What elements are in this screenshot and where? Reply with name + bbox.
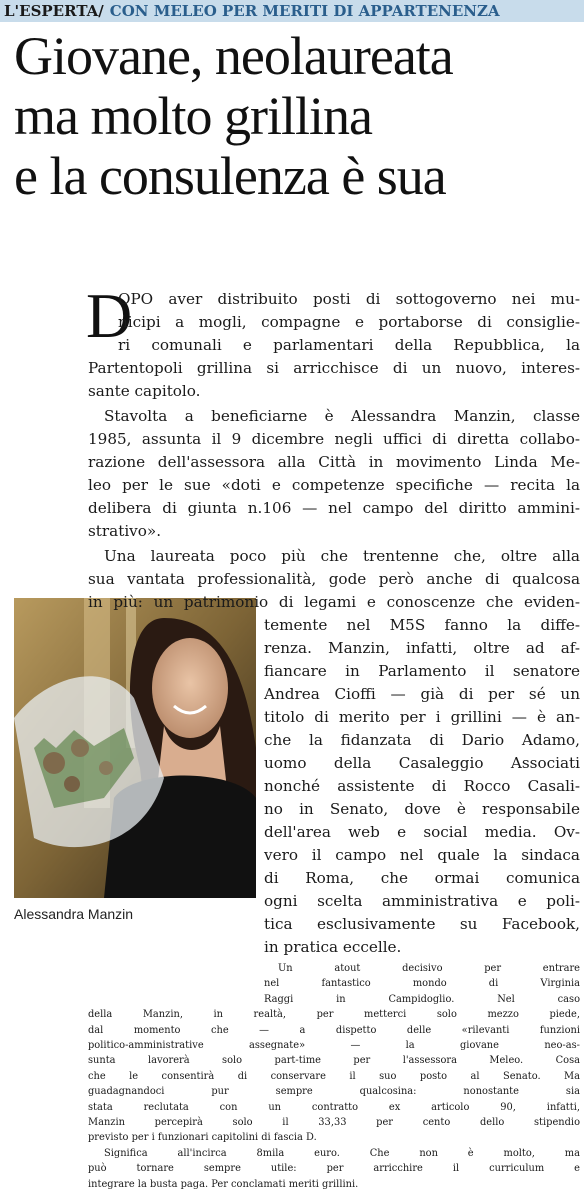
body-line: vero il campo nel quale la sindaca <box>264 846 580 864</box>
body-line: Significa all'incirca 8mila euro. Che non è molto, ma <box>104 1147 580 1159</box>
photo-caption: Alessandra Manzin <box>14 906 134 922</box>
body-line: 1985, assunta il 9 dicembre negli uffici di diretta collabo- <box>88 430 580 448</box>
section-kicker <box>0 0 584 22</box>
body-line: che le consentirà di conservare il suo posto al Senato. Ma <box>88 1070 580 1082</box>
body-line: Andrea Cioffi — già di per sé un <box>264 685 580 703</box>
body-line: che la fidanzata di Dario Adamo, <box>264 731 580 749</box>
body-line: fiancare in Parlamento il senatore <box>264 662 580 680</box>
body-line: nonché assistente di Rocco Casali- <box>264 777 580 795</box>
body-line: guadagnandoci pur sempre qualcosina: nonostante sia <box>88 1086 580 1098</box>
portrait-photo <box>14 598 256 898</box>
body-line: integrare la busta paga. Per conclamati meriti grillini. <box>88 1178 359 1190</box>
body-line: no in Senato, dove è responsabile <box>264 800 580 818</box>
body-line: politico-amministrative assegnate» — la giovane neo-as- <box>88 1040 580 1051</box>
portrait-image <box>14 598 256 898</box>
body-line: previsto per i funzionari capitolini di fascia D. <box>88 1132 317 1144</box>
body-line: ri comunali e parlamentari della Repubblica, la <box>118 336 580 354</box>
body-line: Raggi in Campidoglio. Nel caso <box>264 993 580 1005</box>
body-line: può tornare sempre utile: per arricchire il curriculum e <box>88 1163 580 1175</box>
body-line: sua vantata professionalità, gode però anche di qualcosa <box>88 570 580 588</box>
headline-line: e la consulenza è sua <box>14 146 446 206</box>
drop-cap: D <box>86 280 133 351</box>
body-line: uomo della Casaleggio Associati <box>264 754 580 772</box>
body-line: sunta lavorerà solo part-time per l'assessora Meleo. Cosa <box>88 1055 580 1067</box>
body-line: nel fantastico mondo di Virginia <box>264 978 580 990</box>
body-line: dal momento che — a dispetto delle «rilevanti funzioni <box>88 1024 580 1036</box>
body-line: in pratica eccelle. <box>264 938 402 956</box>
body-line: stata reclutata con un contratto ex articolo 90, infatti, <box>88 1101 580 1113</box>
body-line: titolo di merito per i grillini — è an- <box>264 708 580 726</box>
headline-line: Giovane, neolaureata <box>14 26 453 86</box>
body-line: OPO aver distribuito posti di sottogoverno nei mu- <box>118 290 580 308</box>
body-line: tica esclusivamente su Facebook, <box>264 915 580 933</box>
headline <box>14 26 574 206</box>
headline-line: ma molto grillina <box>14 86 372 146</box>
body-line: renza. Manzin, infatti, oltre ad af- <box>264 639 580 657</box>
body-line: Un atout decisivo per entrare <box>278 963 580 974</box>
body-line: Stavolta a beneficiarne è Alessandra Manzin, classe <box>104 407 580 425</box>
body-line: leo per le sue «doti e competenze specifiche — recita la <box>88 476 580 494</box>
body-line: nicipi a mogli, compagne e portaborse di consiglie- <box>118 313 580 331</box>
body-line: sante capitolo. <box>88 382 201 400</box>
kicker-section: L'ESPERTA/ <box>4 2 104 20</box>
body-line: delibera di giunta n.106 — nel campo del diritto ammini- <box>88 499 580 517</box>
body-line: dell'area web e social media. Ov- <box>264 823 580 841</box>
body-line: razione dell'assessora alla Città in movimento Linda Me- <box>88 453 580 471</box>
body-line: strativo». <box>88 522 162 540</box>
body-line: della Manzin, in realtà, per metterci solo mezzo piede, <box>88 1009 580 1021</box>
body-line: in più: un patrimonio di legami e conoscenze che eviden- <box>88 593 580 611</box>
body-line: di Roma, che ormai comunica <box>264 869 580 887</box>
body-line: Manzin percepirà solo il 33,33 per cento dello stipendio <box>88 1117 580 1128</box>
body-line: temente nel M5S fanno la diffe- <box>264 616 580 634</box>
body-line: Partentopoli grillina si arricchisce di un nuovo, interes- <box>88 359 580 377</box>
body-line: ogni scelta amministrativa e poli- <box>264 892 580 910</box>
kicker-topic: CON MELEO PER MERITI DI APPARTENENZA <box>109 2 500 20</box>
body-line: Una laureata poco più che trentenne che, oltre alla <box>104 547 580 565</box>
